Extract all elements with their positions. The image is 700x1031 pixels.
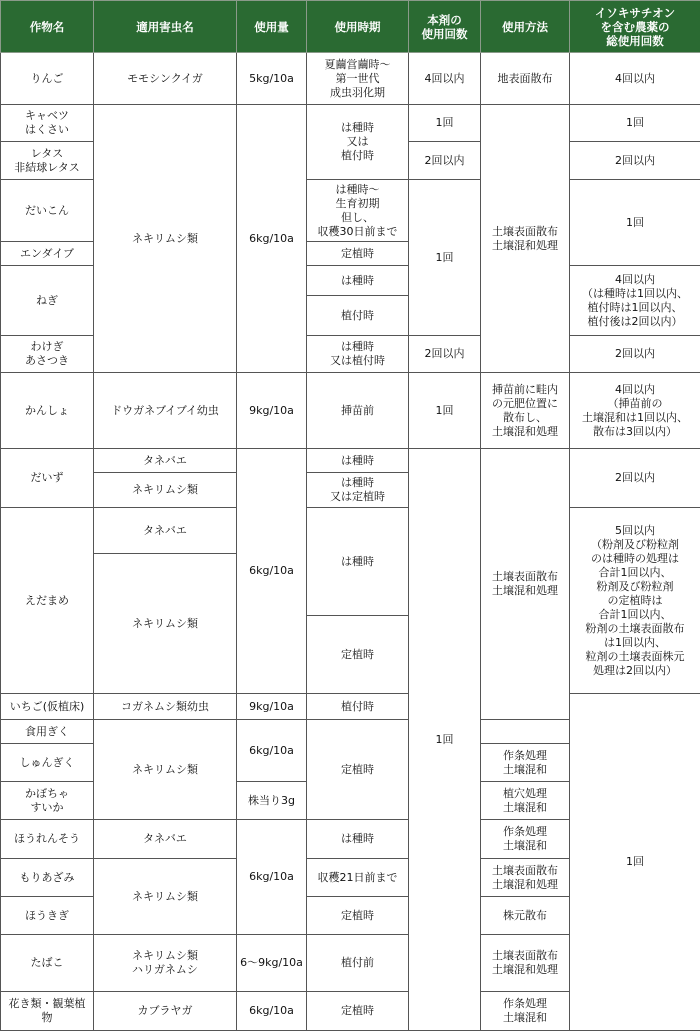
crop-cell: だいず (1, 449, 94, 508)
crop-cell: かぼちゃ すいか (1, 782, 94, 820)
table-row (1, 508, 700, 554)
crop-cell: ほうきぎ (1, 897, 94, 935)
pest-cell: ネキリムシ類 (94, 554, 237, 694)
header-crop: 作物名 (1, 1, 94, 53)
pest-cell: カブラヤガ (94, 992, 237, 1031)
method-cell: 土壌表面散布 土壌混和処理 (481, 105, 570, 373)
table-header-row (1, 1, 700, 53)
pest-cell: ネキリムシ類 (94, 859, 237, 935)
crop-cell: りんご (1, 53, 94, 105)
pest-cell: タネバエ (94, 508, 237, 554)
crop-cell: だいこん (1, 180, 94, 242)
total-count-cell: 2回以内 (570, 449, 700, 508)
count-cell: 1回 (409, 180, 481, 336)
total-count-cell: 2回以内 (570, 142, 700, 180)
header-timing: 使用時期 (307, 1, 409, 53)
method-cell: 作条処理 土壌混和 (481, 820, 570, 859)
header-method: 使用方法 (481, 1, 570, 53)
total-count-cell: 4回以内 （は種時は1回以内、 植付時は1回以内、 植付後は2回以内） (570, 266, 700, 336)
count-cell: 1回 (409, 373, 481, 449)
pest-cell: ネキリムシ類 (94, 720, 237, 820)
header-amount: 使用量 (237, 1, 307, 53)
table-row (1, 53, 700, 105)
amount-cell: 5kg/10a (237, 53, 307, 105)
timing-cell: 収穫21日前まで (307, 859, 409, 897)
pest-cell: ネキリムシ類 (94, 473, 237, 508)
crop-cell: えだまめ (1, 508, 94, 694)
timing-cell: は種時 又は植付時 (307, 336, 409, 373)
method-cell: 土壌表面散布 土壌混和処理 (481, 449, 570, 720)
pest-cell: タネバエ (94, 820, 237, 859)
method-cell: 株元散布 (481, 897, 570, 935)
count-cell: 1回 (409, 105, 481, 142)
timing-cell: 植付時 (307, 296, 409, 336)
timing-cell: は種時 (307, 449, 409, 473)
amount-cell: 6kg/10a (237, 820, 307, 935)
count-cell: 1回 (409, 449, 481, 1031)
method-cell: 地表面散布 (481, 53, 570, 105)
pest-cell: タネバエ (94, 449, 237, 473)
amount-cell: 6kg/10a (237, 449, 307, 694)
timing-cell: 挿苗前 (307, 373, 409, 449)
method-cell: 土壌表面散布 土壌混和処理 (481, 935, 570, 992)
method-cell: 作条処理 土壌混和 (481, 992, 570, 1031)
table-row (1, 373, 700, 449)
timing-cell: 夏繭営繭時～ 第一世代 成虫羽化期 (307, 53, 409, 105)
crop-cell: もりあざみ (1, 859, 94, 897)
method-cell: 土壌表面散布 土壌混和処理 (481, 859, 570, 897)
header-pest: 適用害虫名 (94, 1, 237, 53)
count-cell: 2回以内 (409, 336, 481, 373)
table-row (1, 449, 700, 473)
crop-cell: いちご(仮植床) (1, 694, 94, 720)
total-count-cell: 1回 (570, 105, 700, 142)
total-count-cell: 1回 (570, 694, 700, 1031)
timing-cell: は種時 又は 植付時 (307, 105, 409, 180)
total-count-cell: 1回 (570, 180, 700, 266)
crop-cell: ねぎ (1, 266, 94, 336)
header-total-count: イソキサチオン を含む農薬の 総使用回数 (570, 1, 700, 53)
timing-cell: は種時 (307, 820, 409, 859)
crop-cell: 食用ぎく (1, 720, 94, 744)
timing-cell: 植付時 (307, 694, 409, 720)
timing-cell: は種時 (307, 266, 409, 296)
method-cell: 作条処理 土壌混和 (481, 744, 570, 782)
table-row (1, 105, 700, 142)
amount-cell: 株当り3g (237, 782, 307, 820)
crop-cell: たばこ (1, 935, 94, 992)
timing-cell: は種時～ 生育初期 但し、 収穫30日前まで (307, 180, 409, 242)
pest-cell: モモシンクイガ (94, 53, 237, 105)
crop-cell: エンダイブ (1, 242, 94, 266)
method-cell: 植穴処理 土壌混和 (481, 782, 570, 820)
crop-cell: 花き類・観葉植 物 (1, 992, 94, 1031)
crop-cell: かんしょ (1, 373, 94, 449)
count-cell: 2回以内 (409, 142, 481, 180)
amount-cell: 9kg/10a (237, 373, 307, 449)
table-row (1, 694, 700, 720)
pest-cell: ネキリムシ類 (94, 105, 237, 373)
timing-cell: 定植時 (307, 720, 409, 820)
count-cell: 4回以内 (409, 53, 481, 105)
timing-cell: 植付前 (307, 935, 409, 992)
timing-cell: 定植時 (307, 616, 409, 694)
pest-cell: コガネムシ類幼虫 (94, 694, 237, 720)
timing-cell: は種時 又は定植時 (307, 473, 409, 508)
amount-cell: 6kg/10a (237, 720, 307, 782)
crop-cell: ほうれんそう (1, 820, 94, 859)
crop-cell: わけぎ あさつき (1, 336, 94, 373)
pest-cell: ネキリムシ類 ハリガネムシ (94, 935, 237, 992)
total-count-cell: 4回以内 (570, 53, 700, 105)
timing-cell: は種時 (307, 508, 409, 616)
crop-cell: キャベツ はくさい (1, 105, 94, 142)
timing-cell: 定植時 (307, 992, 409, 1031)
amount-cell: 9kg/10a (237, 694, 307, 720)
total-count-cell: 5回以内 （粉剤及び粉粒剤 のは種時の処理は 合計1回以内、 粉剤及び粉粒剤 の定植時は 合計1回以内、 粉剤の土壌表面散布 は1回以内、 粒剤の土壌表面株元 処理は2回以内） (570, 508, 700, 694)
crop-cell: レタス 非結球レタス (1, 142, 94, 180)
total-count-cell: 4回以内 （挿苗前の 土壌混和は1回以内、 散布は3回以内） (570, 373, 700, 449)
timing-cell: 定植時 (307, 897, 409, 935)
amount-cell: 6～9kg/10a (237, 935, 307, 992)
crop-cell: しゅんぎく (1, 744, 94, 782)
method-cell: 挿苗前に畦内 の元肥位置に 散布し、 土壌混和処理 (481, 373, 570, 449)
amount-cell: 6kg/10a (237, 105, 307, 373)
amount-cell: 6kg/10a (237, 992, 307, 1031)
timing-cell: 定植時 (307, 242, 409, 266)
total-count-cell: 2回以内 (570, 336, 700, 373)
header-count: 本剤の 使用回数 (409, 1, 481, 53)
pest-cell: ドウガネブイブイ幼虫 (94, 373, 237, 449)
